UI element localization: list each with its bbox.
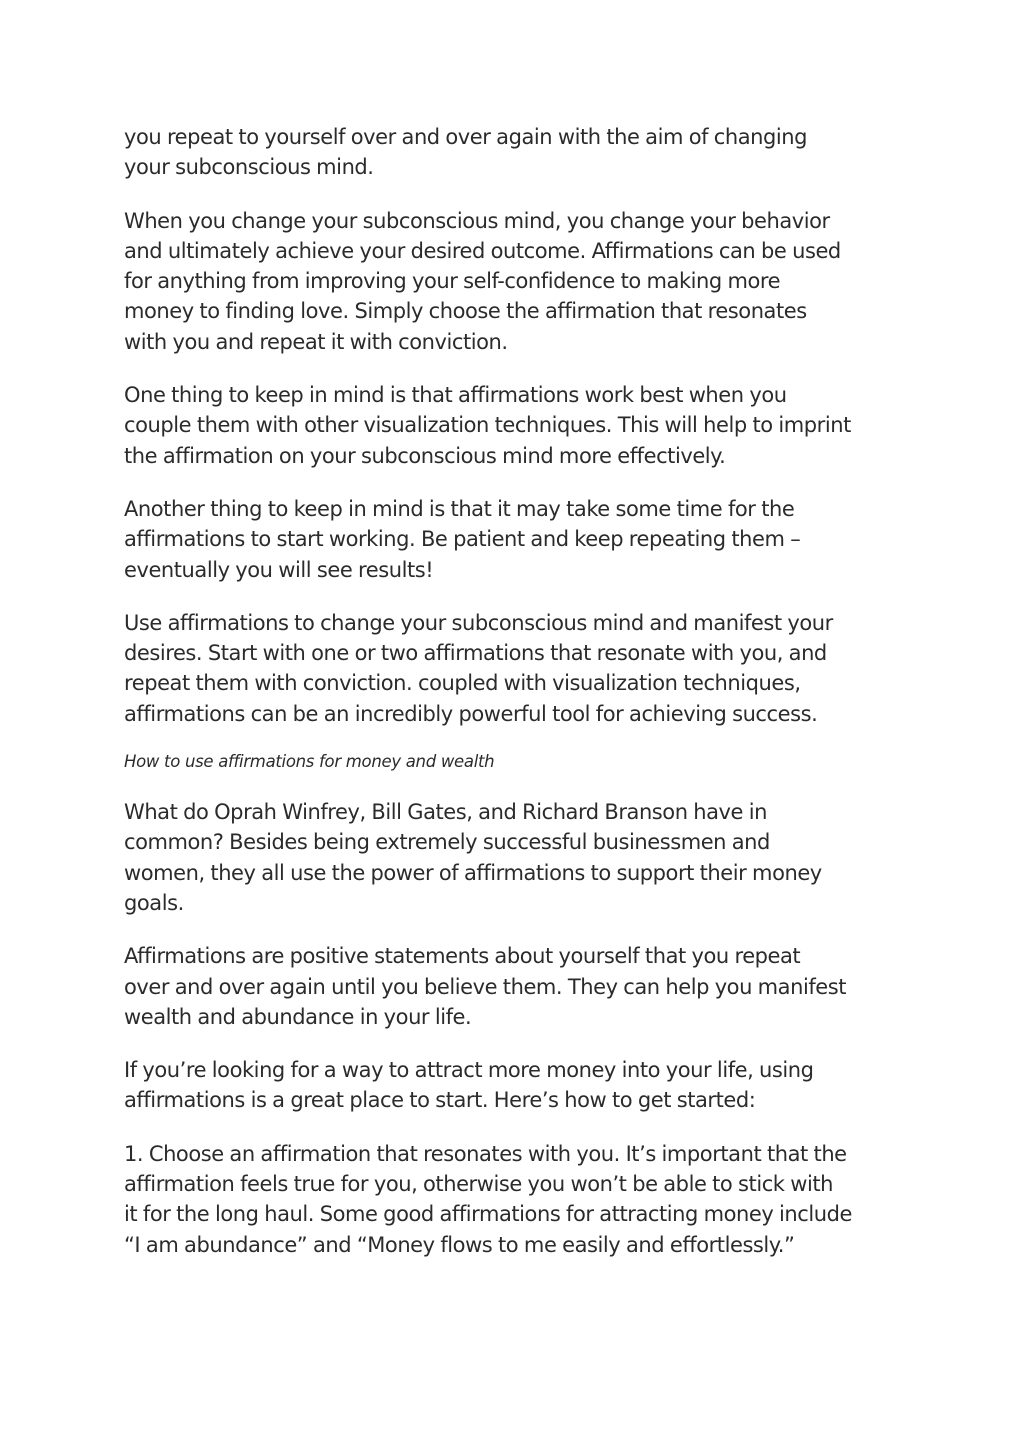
paragraph: One thing to keep in mind is that affirmations work best when you couple them with other visualization techniques. This will help to imprint the affirmation on your subconscious mind more effectively. [124, 383, 851, 468]
paragraph: Use affirmations to change your subconscious mind and manifest your desires. Start with one or two affirmations that resonate with you, and repeat them with conviction. coupled with visualization techniques, affirmations can be an incredibly powerful tool for achieving success. [124, 610, 833, 726]
paragraph: you repeat to yourself over and over again with the aim of changing your subconscious mind. [124, 125, 808, 180]
paragraph: If you’re looking for a way to attract more money into your life, using affirmations is a great place to start. Here’s how to get started: [124, 1058, 814, 1113]
list-item-paragraph: 1. Choose an affirmation that resonates with you. It’s important that the affirmation feels true for you, otherwise you won’t be able to stick with it for the long haul. Some good affirmations for attracting money include “I am abundance” and “Money flows to me easily and effortlessly.” [124, 1141, 852, 1257]
section-subheading: How to use affirmations for money and wealth [124, 752, 495, 772]
paragraph: When you change your subconscious mind, you change your behavior and ultimately achieve your desired outcome. Affirmations can be used for anything from improving your self-confidence to making more money to finding love. Simply choose the affirmation that resonates with you and repeat it with conviction. [124, 208, 841, 354]
paragraph: What do Oprah Winfrey, Bill Gates, and Richard Branson have in common? Besides being extremely successful businessmen and women, they all use the power of affirmations to support their money goals. [124, 800, 822, 915]
paragraph: Another thing to keep in mind is that it may take some time for the affirmations to start working. Be patient and keep repeating them – eventually you will see results! [124, 496, 801, 582]
document-page [124, 122, 904, 1283]
paragraph: Affirmations are positive statements about yourself that you repeat over and over again until you believe them. They can help you manifest wealth and abundance in your life. [124, 944, 847, 1029]
